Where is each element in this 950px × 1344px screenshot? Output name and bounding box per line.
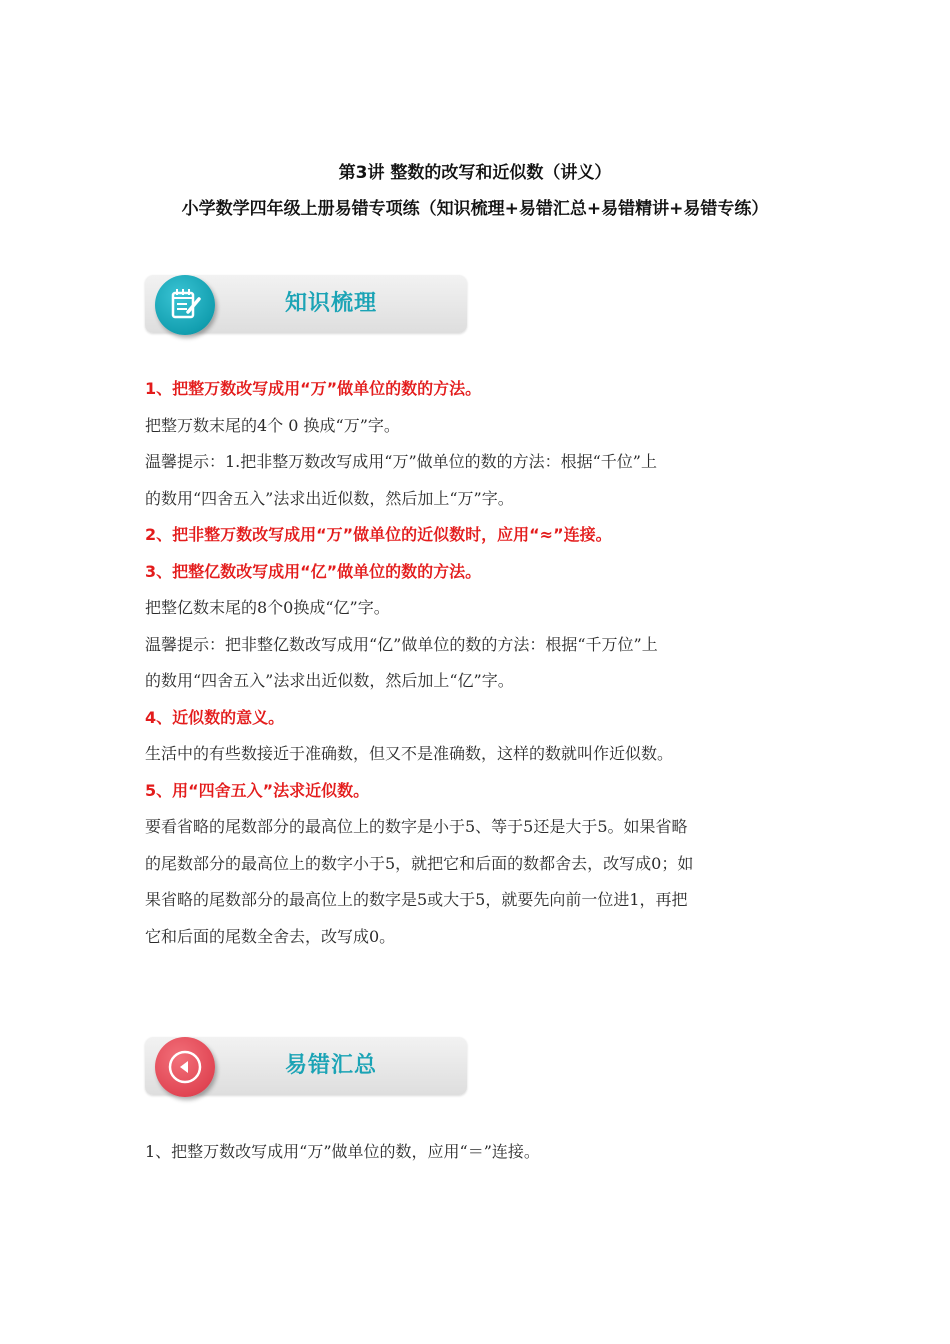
body-text-line: 生活中的有些数接近于准确数，但又不是准确数，这样的数就叫作近似数。 [145,744,674,763]
body-text-line: 温馨提示：把非整亿数改写成用“亿”做单位的数的方法：根据“千万位”上 [145,634,658,654]
section-heading: 2、把非整万数改写成用“万”做单位的近似数时，应用“≈”连接。 [145,525,612,544]
knowledge-content [145,371,805,955]
body-text-line: 1、把整万数改写成用“万”做单位的数，应用“＝”连接。 [145,1142,540,1161]
notepad-pencil-icon [155,275,215,335]
section-heading: 3、把整亿数改写成用“亿”做单位的数的方法。 [145,561,482,581]
section-heading: 1、把整万数改写成用“万”做单位的数的方法。 [145,379,482,398]
section-banner-knowledge [145,275,467,333]
body-text-line: 把整万数末尾的4个 0 换成“万”字。 [145,415,400,435]
title-block [0,160,950,222]
banner-label: 易错汇总 [285,1053,378,1078]
section-heading: 4、近似数的意义。 [145,707,285,727]
mistakes-content [145,1134,805,1171]
play-left-icon [155,1037,215,1097]
page-subtitle: 小学数学四年级上册易错专项练（知识梳理+易错汇总+易错精讲+易错专练） [181,199,769,219]
section-heading: 5、用“四舍五入”法求近似数。 [145,780,370,800]
body-text-line: 果省略的尾数部分的最高位上的数字是5或大于5，就要先向前一位进1，再把 [145,890,688,909]
body-text-line: 的数用“四舍五入”法求出近似数，然后加上“亿”字。 [145,671,514,690]
body-text-line: 要看省略的尾数部分的最高位上的数字是小于5、等于5还是大于5。如果省略 [145,817,688,836]
section-banner-mistakes [145,1037,467,1095]
body-text-line: 温馨提示：1.把非整万数改写成用“万”做单位的数的方法：根据“千位”上 [145,452,657,471]
body-text-line: 的尾数部分的最高位上的数字小于5，就把它和后面的数都舍去，改写成0；如 [145,853,694,873]
banner-label: 知识梳理 [285,291,378,316]
body-text-line: 它和后面的尾数全舍去，改写成0。 [145,926,396,946]
body-text-line: 的数用“四舍五入”法求出近似数，然后加上“万”字。 [145,488,514,508]
body-text-line: 把整亿数末尾的8个0换成“亿”字。 [145,598,390,617]
page-title: 第3讲 整数的改写和近似数（讲义） [338,163,612,183]
